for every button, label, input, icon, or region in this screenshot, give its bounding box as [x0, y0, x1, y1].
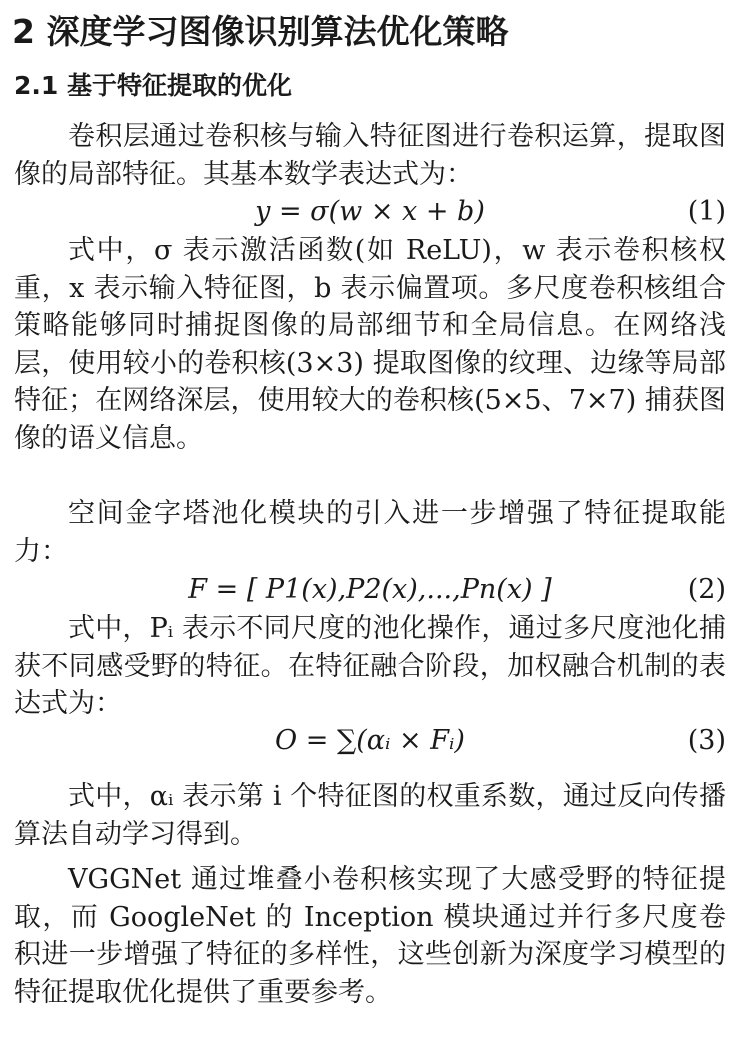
equation-3	[14, 722, 726, 760]
paragraph-pooling: 式中，Pᵢ 表示不同尺度的池化操作，通过多尺度池化捕获不同感受野的特征。在特征融合阶段，加权融合机制的表达式为：	[14, 613, 726, 719]
paragraph-weights: 式中，αᵢ 表示第 i 个特征图的权重系数，通过反向传播算法自动学习得到。	[14, 781, 726, 850]
equation-2-formula: F = [ P1(x),P2(x),...,Pn(x) ]	[188, 574, 552, 605]
paragraph-vggnet-googlenet: VGGNet 通过堆叠小卷积核实现了大感受野的特征提取，而 GoogleNet 的 Inception 模块通过并行多尺度卷积进一步增强了特征的多样性，这些创新为深度学习模型的特征提取优化提供了重要参考。	[14, 864, 726, 1008]
paragraph-conv-intro: 卷积层通过卷积核与输入特征图进行卷积运算，提取图像的局部特征。其基本数学表达式为：	[14, 121, 726, 190]
equation-2-number: (2)	[687, 574, 726, 605]
equation-3-number: (3)	[687, 725, 726, 756]
equation-3-formula: O = ∑(αᵢ × Fᵢ)	[275, 725, 465, 756]
section-title: 2 深度学习图像识别算法优化策略	[12, 12, 509, 51]
subsection-title: 2.1 基于特征提取的优化	[14, 71, 292, 100]
equation-1-formula: y = σ(w × x + b)	[255, 196, 485, 227]
equation-1-number: (1)	[687, 196, 726, 227]
paragraph-spp-intro: 空间金字塔池化模块的引入进一步增强了特征提取能力：	[14, 498, 726, 567]
paragraph-multiscale-kernels: 式中，σ 表示激活函数(如 ReLU)，w 表示卷积核权重，x 表示输入特征图，b 表示偏置项。多尺度卷积核组合策略能够同时捕捉图像的局部细节和全局信息。在网络浅层，使用较小的卷积核(3×3) 提取图像的纹理、边缘等局部特征；在网络深层，使用较大的卷积核(5×5、7×7) 捕获图像的语义信息。	[14, 235, 726, 454]
equation-2	[14, 571, 726, 609]
equation-1	[14, 193, 726, 231]
